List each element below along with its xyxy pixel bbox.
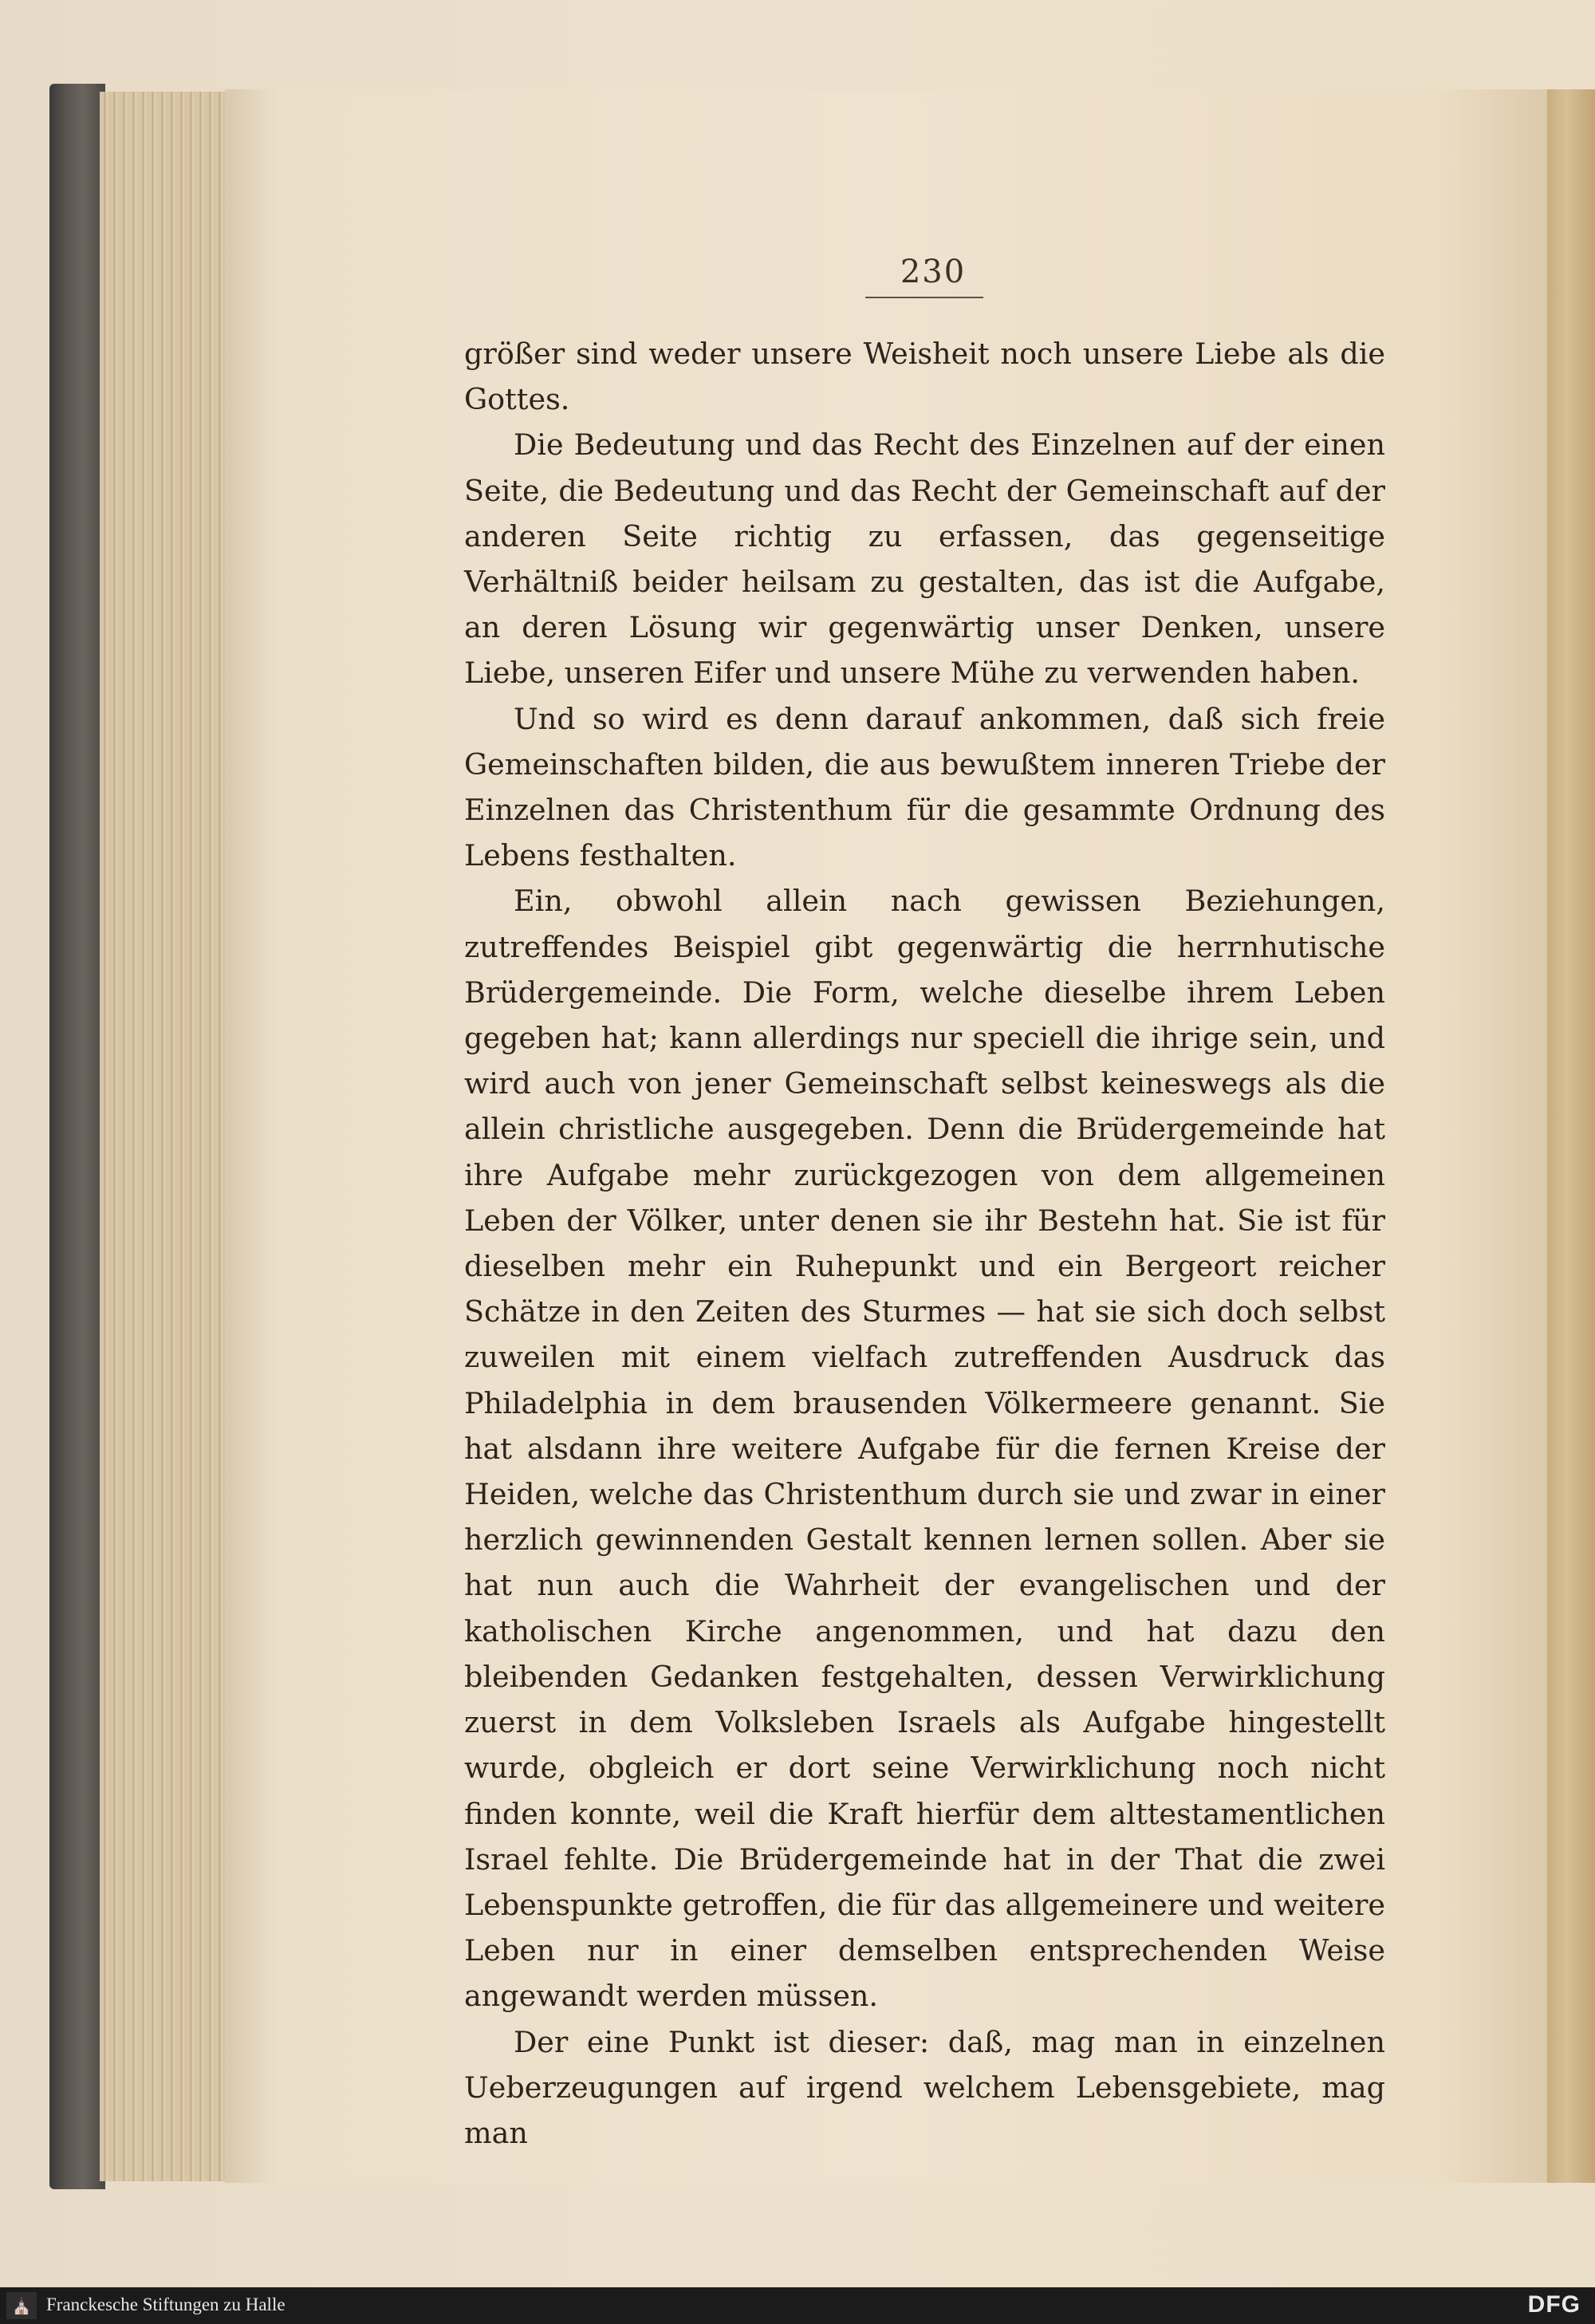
page-number-rule bbox=[865, 297, 983, 298]
paragraph-2: Die Bedeutung und das Recht des Einzelnen auf der einen Seite, die Bedeutung und das Recht der Gemeinschaft auf der anderen Seite richtig zu erfassen, das gegenseitige Verhältniß beider heilsam zu gestalten, das ist die Aufgabe, an deren Lösung wir gegenwärtig unser Denken, unsere Liebe, unseren Eifer und unsere Mühe zu verwenden haben. bbox=[464, 427, 1385, 691]
page-number: 230 bbox=[900, 254, 967, 290]
paragraph-3: Und so wird es denn darauf ankommen, daß sich freie Gemeinschaften bilden, die aus bewußtem inneren Triebe der Einzelnen das Christenthum für die gesammte Ordnung des Lebens festhalten. bbox=[464, 701, 1385, 873]
paragraph-4: Ein, obwohl allein nach gewissen Beziehungen, zutreffendes Beispiel gibt gegenwärtig die herrnhutische Brüdergemeinde. Die Form, welche dieselbe ihrem Leben gegeben hat; kann allerdings nur speciell die ihrige sein, und wird auch von jener Gemeinschaft selbst keineswegs als die allein christliche ausgegeben. Denn die Brüdergemeinde hat ihre Aufgabe mehr zurückgezogen von dem allgemeinen Leben der Völker, unter denen sie ihr Bestehn hat. Sie ist für dieselben mehr ein Ruhepunkt und ein Bergeort reicher Schätze in den Zeiten des Sturmes — hat sie sich doch selbst zuweilen mit einem vielfach zutreffenden Ausdruck das Philadelphia in dem brausenden Völkermeere genannt. Sie hat alsdann ihre weitere Aufgabe für die fernen Kreise der Heiden, welche das Christenthum durch sie und zwar in einer herzlich gewinnenden Gestalt kennen lernen sollen. Aber sie hat nun auch die Wahrheit der evangelischen und der katholischen Kirche angenommen, und hat dazu den bleibenden Gedanken festgehalten, dessen Verwirklichung zuerst in dem Volksleben Israels als Aufgabe hingestellt wurde, obgleich er dort seine Verwirklichung noch nicht finden konnte, weil die Kraft hierfür dem alttestamentlichen Israel fehlte. Die Brüdergemeinde hat in der That die zwei Lebenspunkte getroffen, die für das allgemeinere und weitere Leben nur in einer demselben entsprechenden Weise angewandt werden müssen. bbox=[464, 884, 1385, 2014]
paragraph-5: Der eine Punkt ist dieser: daß, mag man in einzelnen Ueberzeugungen auf irgend welchem Lebensgebiete, mag man bbox=[464, 2024, 1385, 2150]
funder-logo: DFG bbox=[1527, 2291, 1581, 2318]
institution-logo-icon: ⛪ bbox=[6, 2292, 37, 2319]
footer-bar bbox=[0, 2287, 1595, 2324]
footer-institution-name: Franckesche Stiftungen zu Halle bbox=[46, 2294, 286, 2314]
body-text bbox=[464, 331, 1385, 2156]
book-cover-edge bbox=[49, 84, 105, 2189]
paragraph-1: größer sind weder unsere Weisheit noch unsere Liebe als die Gottes. bbox=[464, 337, 1385, 417]
facing-page-edge bbox=[1547, 89, 1595, 2183]
page-stack-edges bbox=[100, 92, 227, 2181]
